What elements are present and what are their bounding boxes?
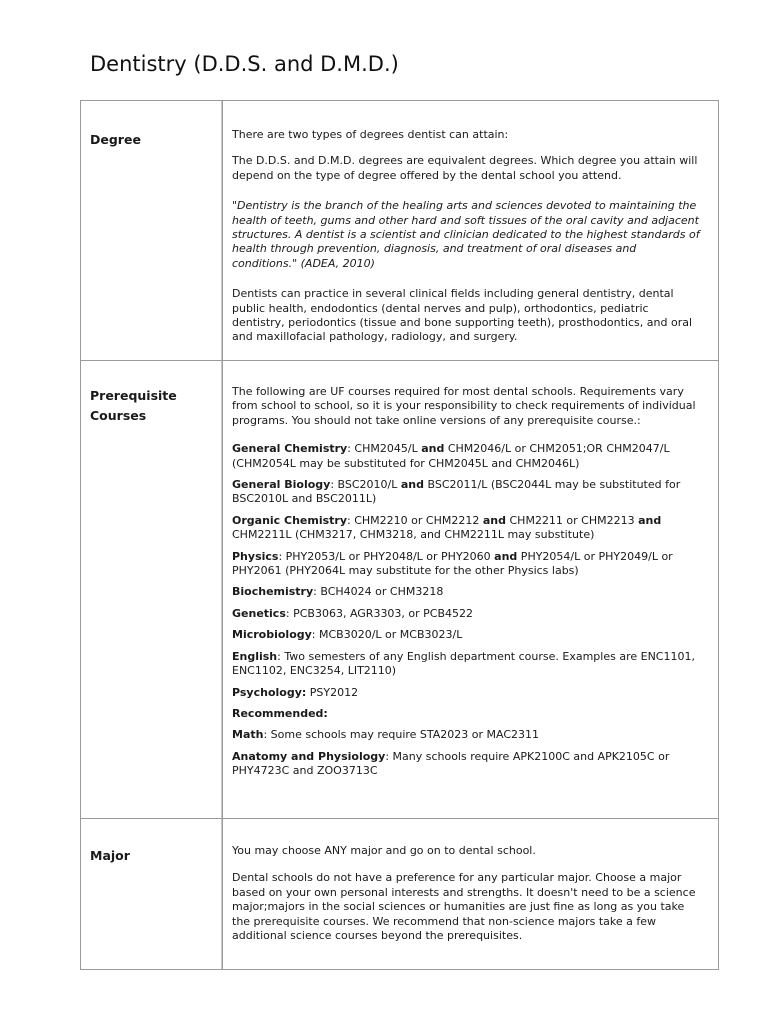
prereq-label-line1: Prerequisite xyxy=(90,388,177,403)
prereq-microbiology: Microbiology: MCB3020/L or MCB3023/L xyxy=(232,628,463,642)
major-intro: You may choose ANY major and go on to dental school. xyxy=(232,844,536,857)
prereq-genetics: Genetics: PCB3063, AGR3303, or PCB4522 xyxy=(232,606,474,620)
page-title: Dentistry (D.D.S. and D.M.D.) xyxy=(90,52,399,76)
prereq-label-cell xyxy=(81,361,223,819)
prereq-label-line2: Courses xyxy=(90,408,147,423)
prereq-english: English: Two semesters of any English department course. Examples are ENC1101, ENC1102, ENC3254, LIT2110) xyxy=(232,649,695,678)
major-label-cell xyxy=(81,819,223,970)
degree-quote: "Dentistry is the branch of the healing arts and sciences devoted to maintaining the health of teeth, gums and other hard and soft tissues of the oral cavity and adjacent structures. A dentist is a scientist and clinician dedicated to the highest standards of health through prevention, diagnosis, and treatment of oral diseases and conditions." (ADEA, 2010) xyxy=(232,199,700,270)
prereq-organic-chemistry: Organic Chemistry: CHM2210 or CHM2212 and CHM2211 or CHM2213 and CHM2211L (CHM3217, CHM3218, and CHM2211L may substitute) xyxy=(232,513,662,542)
prereq-label xyxy=(81,361,222,426)
major-content-cell xyxy=(223,819,719,970)
prereq-content-cell xyxy=(223,361,719,819)
degree-row xyxy=(81,101,719,361)
degree-label: Degree xyxy=(90,132,141,147)
prereq-physics: Physics: PHY2053/L or PHY2048/L or PHY2060 and PHY2054/L or PHY2049/L or PHY2061 (PHY2064L may substitute for the other Physics labs) xyxy=(232,549,673,578)
prereq-math: Math: Some schools may require STA2023 or MAC2311 xyxy=(232,728,540,742)
degree-equivalence: The D.D.S. and D.M.D. degrees are equivalent degrees. Which degree you attain will depend on the type of degree offered by the dental school you attend. xyxy=(232,154,698,182)
major-row xyxy=(81,819,719,970)
major-label: Major xyxy=(90,848,130,863)
prereq-row xyxy=(81,361,719,819)
degree-fields: Dentists can practice in several clinical fields including general dentistry, dental public health, endodontics (dental nerves and pulp), orthodontics, pediatric dentistry, periodontics (tissue and bone supporting teeth), prosthodontics, and oral and maxillofacial pathology, radiology, and surgery. xyxy=(232,287,693,344)
major-details: Dental schools do not have a preference for any particular major. Choose a major based on your own personal interests and strengths. It doesn't need to be a science major;majors in the social sciences or humanities are just fine as long as you take the prerequisite courses. We recommend that non-science majors take a few additional science courses beyond the prerequisites. xyxy=(232,871,696,943)
prereq-intro: The following are UF courses required for most dental schools. Requirements vary from school to school, so it is your responsibility to check requirements of individual programs. You should not take online versions of any prerequisite course.: xyxy=(232,385,696,427)
degree-intro: There are two types of degrees dentist can attain: xyxy=(232,128,509,141)
prereq-general-chemistry: General Chemistry: CHM2045/L and CHM2046/L or CHM2051;OR CHM2047/L (CHM2054L may be substituted for CHM2045L and CHM2046L) xyxy=(232,442,670,470)
degree-content-cell xyxy=(223,101,719,361)
prereq-biochemistry: Biochemistry: BCH4024 or CHM3218 xyxy=(232,585,444,599)
degree-label-cell xyxy=(81,101,223,361)
prereq-anatomy-physiology: Anatomy and Physiology: Many schools require APK2100C and APK2105C or PHY4723C and ZOO3713C xyxy=(232,749,670,778)
prereq-psychology: Psychology: PSY2012 xyxy=(232,685,359,699)
info-table xyxy=(80,100,719,970)
prereq-recommended-heading: Recommended: xyxy=(232,706,328,720)
prereq-general-biology: General Biology: BSC2010/L and BSC2011/L (BSC2044L may be substituted for BSC2010L and BSC2011L) xyxy=(232,478,681,506)
